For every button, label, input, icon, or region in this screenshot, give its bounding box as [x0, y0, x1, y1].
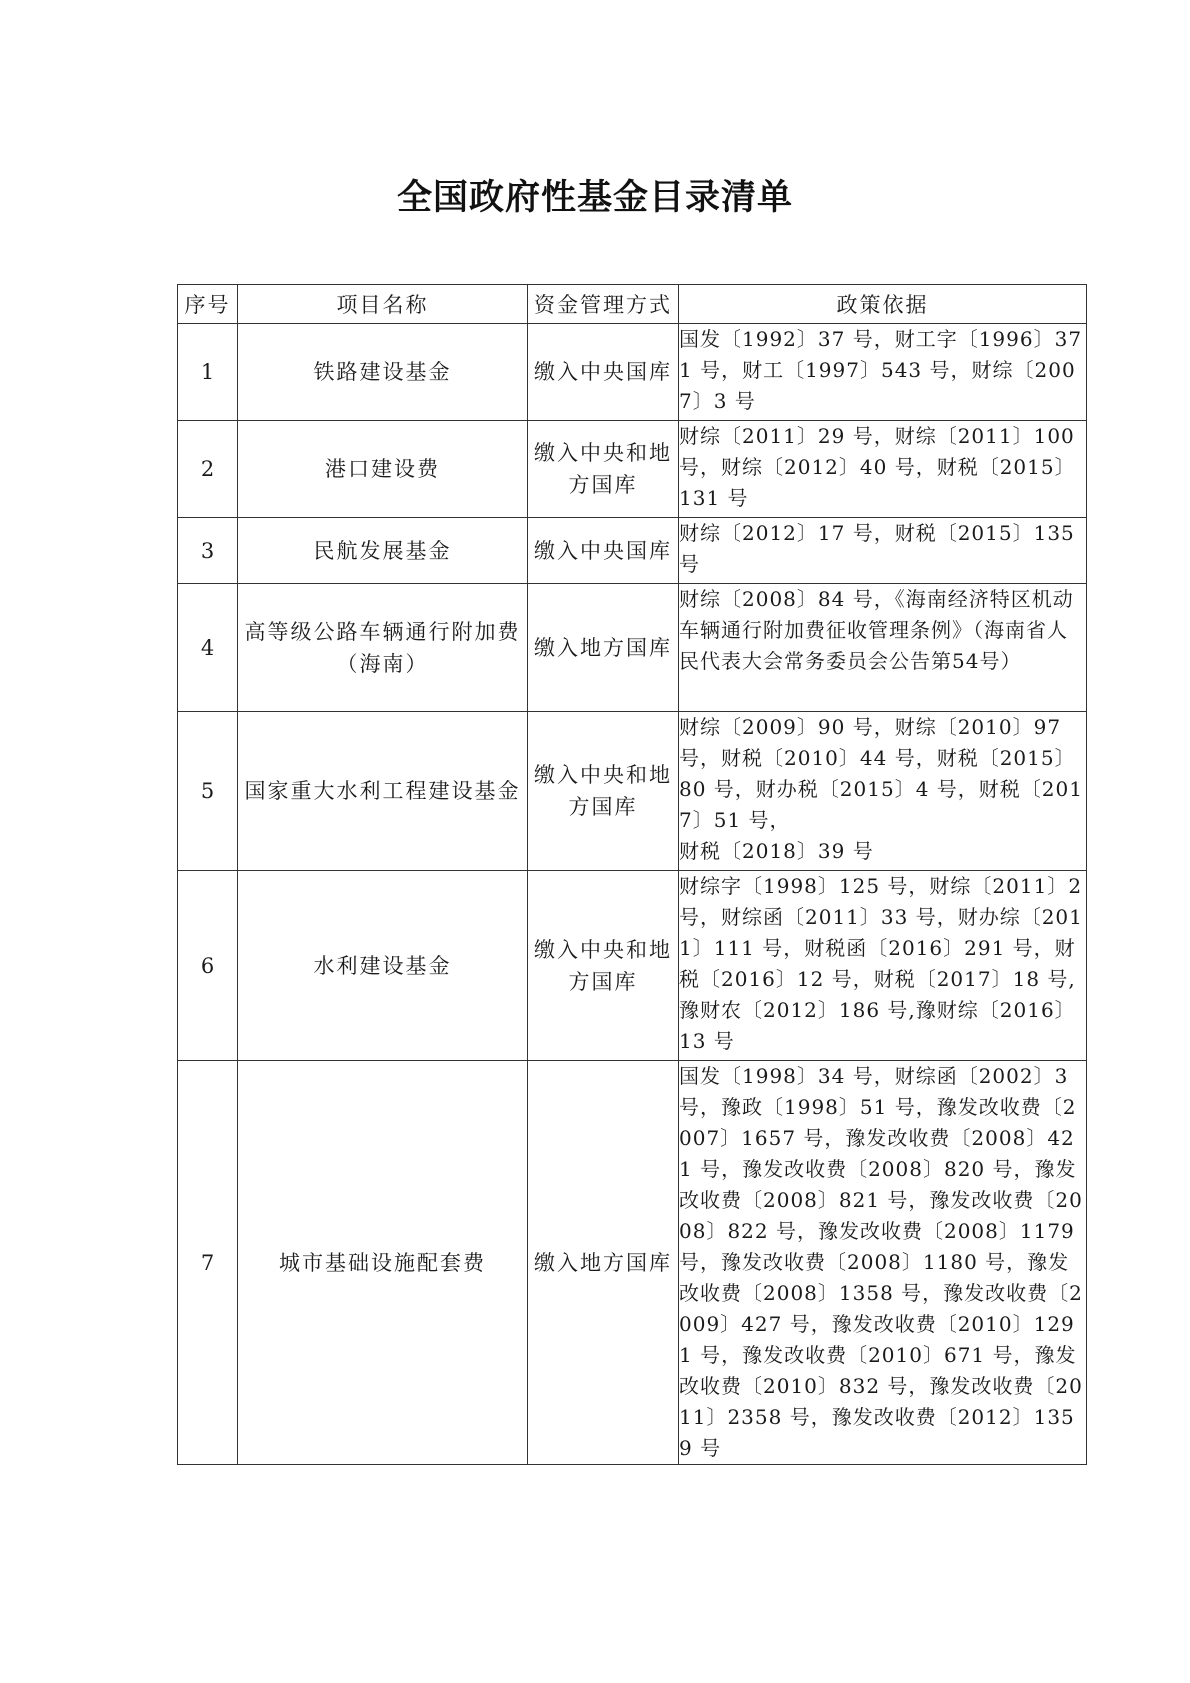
fund-name: 国家重大水利工程建设基金 [238, 712, 528, 871]
policy-basis: 国发〔1998〕34 号，财综函〔2002〕3 号，豫政〔1998〕51 号，豫发改收费〔2007〕1657 号，豫发改收费〔2008〕421 号，豫发改收费〔2008〕820 号，豫发改收费〔2008〕821 号，豫发改收费〔2008〕822 号，豫发改收费〔2008〕1179 号，豫发改收费〔2008〕1180 号，豫发改收费〔2008〕1358 号，豫发改收费〔2009〕427 号，豫发改收费〔2010〕1291 号，豫发改收费〔2010〕671 号，豫发改收费〔2010〕832 号，豫发改收费〔2011〕2358 号，豫发改收费〔2012〕1359 号 [679, 1061, 1087, 1465]
page-title: 全国政府性基金目录清单 [396, 178, 793, 218]
header-mode: 资金管理方式 [528, 285, 679, 324]
policy-basis: 财综〔2011〕29 号，财综〔2011〕100 号，财综〔2012〕40 号，财税〔2015〕131 号 [679, 421, 1087, 518]
table-row [178, 518, 1087, 584]
row-index: 6 [178, 871, 238, 1061]
table-row [178, 1061, 1087, 1465]
row-index: 2 [178, 421, 238, 518]
header-basis: 政策依据 [679, 285, 1087, 324]
management-mode: 缴入地方国库 [528, 584, 679, 712]
table-row [178, 712, 1087, 871]
fund-name: 水利建设基金 [238, 871, 528, 1061]
table-header-row [178, 285, 1087, 324]
policy-basis: 财综〔2009〕90 号，财综〔2010〕97 号，财税〔2010〕44 号，财税〔2015〕80 号，财办税〔2015〕4 号，财税〔2017〕51 号， 财税〔2018〕39 号 [679, 712, 1087, 871]
table-row [178, 871, 1087, 1061]
management-mode: 缴入中央和地方国库 [528, 871, 679, 1061]
fund-name: 高等级公路车辆通行附加费（海南） [238, 584, 528, 712]
fund-name: 城市基础设施配套费 [238, 1061, 528, 1465]
row-index: 4 [178, 584, 238, 712]
fund-name: 铁路建设基金 [238, 324, 528, 421]
policy-basis: 财综〔2012〕17 号，财税〔2015〕135 号 [679, 518, 1087, 584]
policy-basis: 财综字〔1998〕125 号，财综〔2011〕2 号，财综函〔2011〕33 号，财办综〔2011〕111 号，财税函〔2016〕291 号，财税〔2016〕12 号，财税〔2017〕18 号,豫财农〔2012〕186 号,豫财综〔2016〕13 号 [679, 871, 1087, 1061]
row-index: 1 [178, 324, 238, 421]
table-row [178, 421, 1087, 518]
header-index: 序号 [178, 285, 238, 324]
management-mode: 缴入中央国库 [528, 324, 679, 421]
row-index: 5 [178, 712, 238, 871]
row-index: 3 [178, 518, 238, 584]
management-mode: 缴入中央和地方国库 [528, 712, 679, 871]
management-mode: 缴入中央和地方国库 [528, 421, 679, 518]
fund-catalog-table [177, 284, 1087, 1465]
policy-basis: 财综〔2008〕84 号，《海南经济特区机动车辆通行附加费征收管理条例》（海南省人民代表大会常务委员会公告第54号） [679, 584, 1087, 712]
table-row [178, 324, 1087, 421]
header-name: 项目名称 [238, 285, 528, 324]
management-mode: 缴入中央国库 [528, 518, 679, 584]
policy-basis: 国发〔1992〕37 号，财工字〔1996〕371 号，财工〔1997〕543 号，财综〔2007〕3 号 [679, 324, 1087, 421]
management-mode: 缴入地方国库 [528, 1061, 679, 1465]
row-index: 7 [178, 1061, 238, 1465]
table-row [178, 584, 1087, 712]
fund-name: 民航发展基金 [238, 518, 528, 584]
fund-name: 港口建设费 [238, 421, 528, 518]
